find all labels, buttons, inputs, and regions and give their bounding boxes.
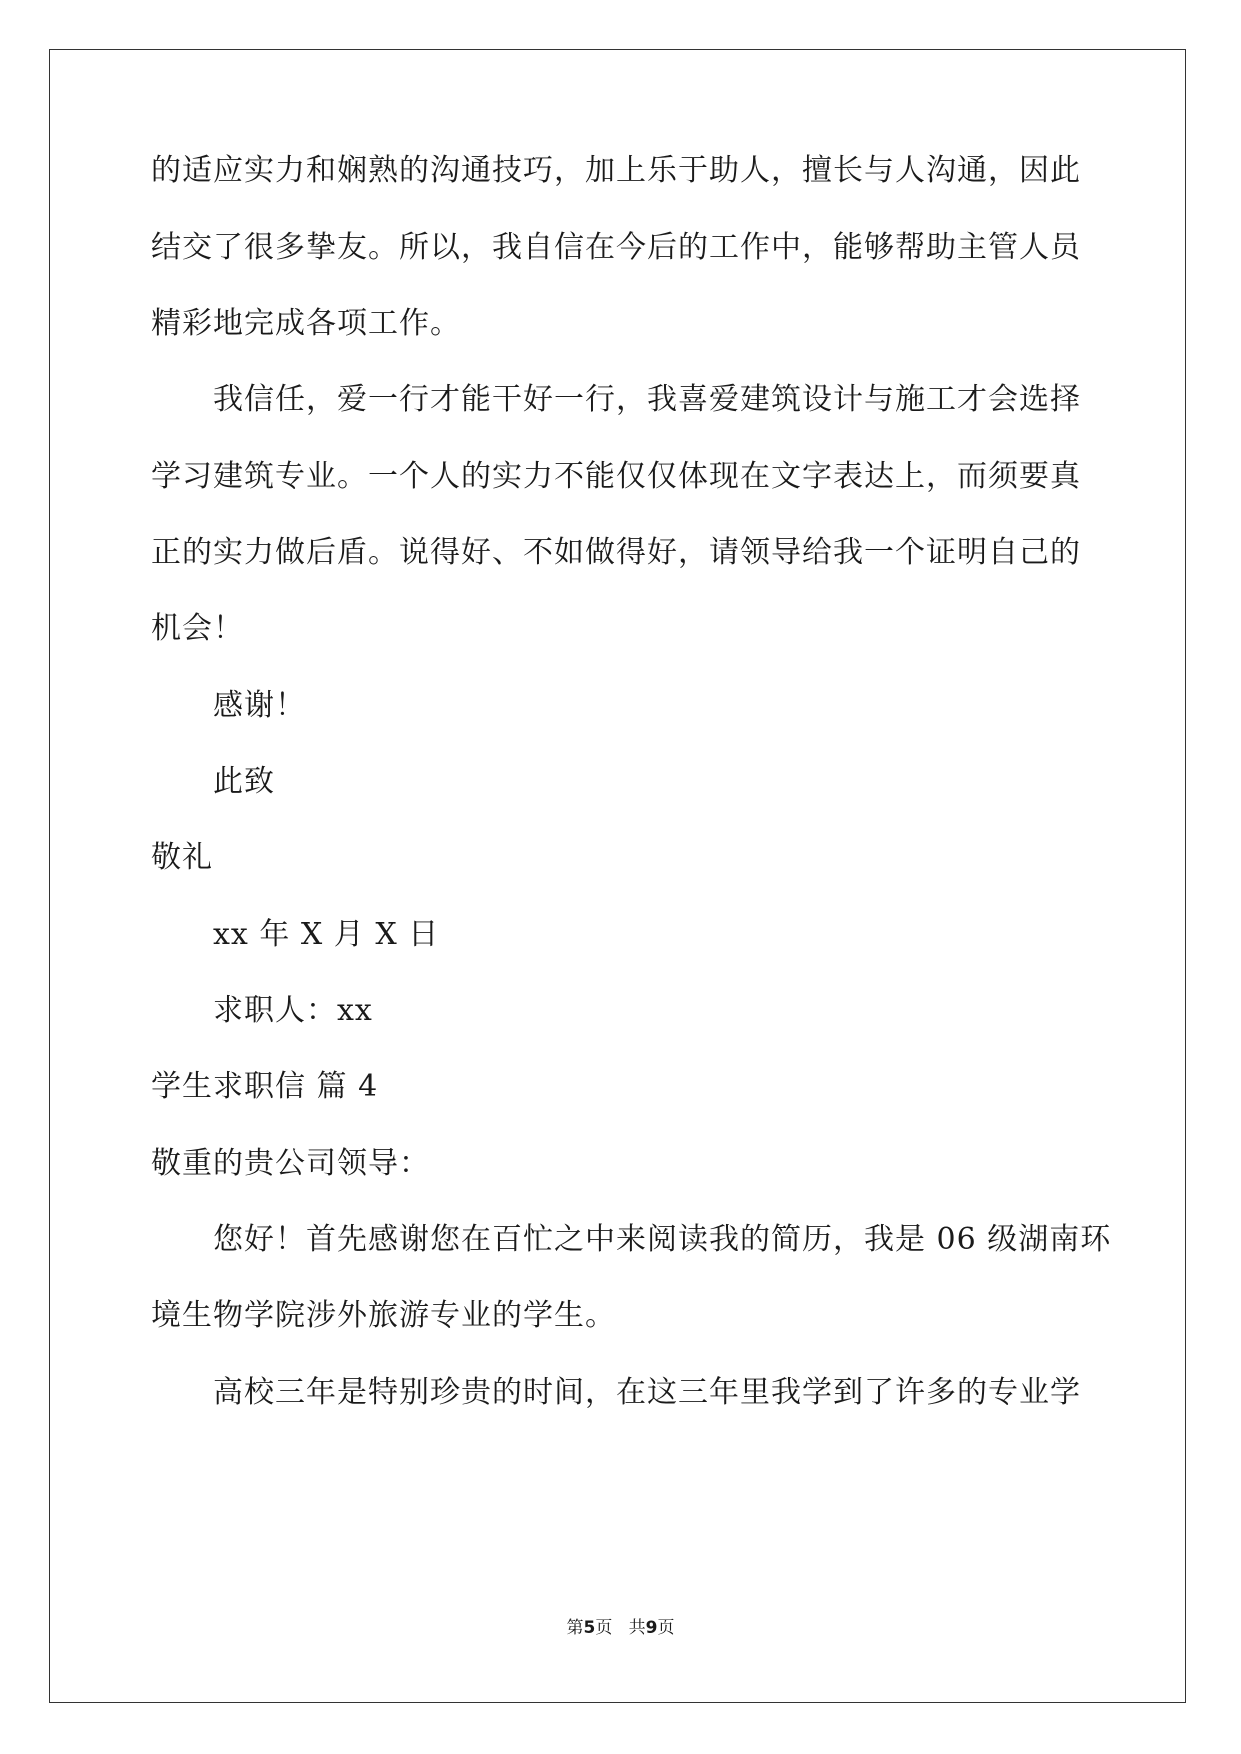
paragraph-start: 您好！首先感谢您在百忙之中来阅读我的简历，我是 06 级湖南环 xyxy=(213,1222,1112,1257)
text-line: 精彩地完成各项工作。 xyxy=(151,306,461,341)
paragraph-start: 高校三年是特别珍贵的时间，在这三年里我学到了许多的专业学 xyxy=(213,1375,1081,1410)
text-line: 境生物学院涉外旅游专业的学生。 xyxy=(151,1298,616,1333)
section-heading: 学生求职信 篇 4 xyxy=(151,1069,379,1104)
greeting-line: 敬重的贵公司领导： xyxy=(151,1146,430,1181)
signature-line: 求职人：xx xyxy=(213,993,373,1028)
footer-total-unit: 页 xyxy=(657,1618,675,1638)
footer-page-unit: 页 xyxy=(595,1618,613,1638)
page-border xyxy=(49,49,1186,1703)
thanks-line: 感谢！ xyxy=(213,688,306,723)
page-footer xyxy=(0,1613,1241,1638)
text-line: 结交了很多挚友。所以，我自信在今后的工作中，能够帮助主管人员 xyxy=(151,230,1081,265)
closing-line: 此致 xyxy=(213,764,275,799)
text-line: 学习建筑专业。一个人的实力不能仅仅体现在文字表达上，而须要真 xyxy=(151,459,1081,494)
text-line: 正的实力做后盾。说得好、不如做得好，请领导给我一个证明自己的 xyxy=(151,535,1081,570)
paragraph-start: 我信任，爱一行才能干好一行，我喜爱建筑设计与施工才会选择 xyxy=(213,382,1081,417)
salute-line: 敬礼 xyxy=(151,840,213,875)
total-pages-number: 9 xyxy=(645,1618,658,1638)
text-line: 机会！ xyxy=(151,611,244,646)
date-line: xx 年 X 月 X 日 xyxy=(213,917,440,952)
text-line: 的适应实力和娴熟的沟通技巧，加上乐于助人，擅长与人沟通，因此 xyxy=(151,153,1081,188)
footer-total-prefix: 共 xyxy=(628,1618,646,1638)
footer-prefix: 第 xyxy=(566,1618,584,1638)
current-page-number: 5 xyxy=(583,1618,596,1638)
